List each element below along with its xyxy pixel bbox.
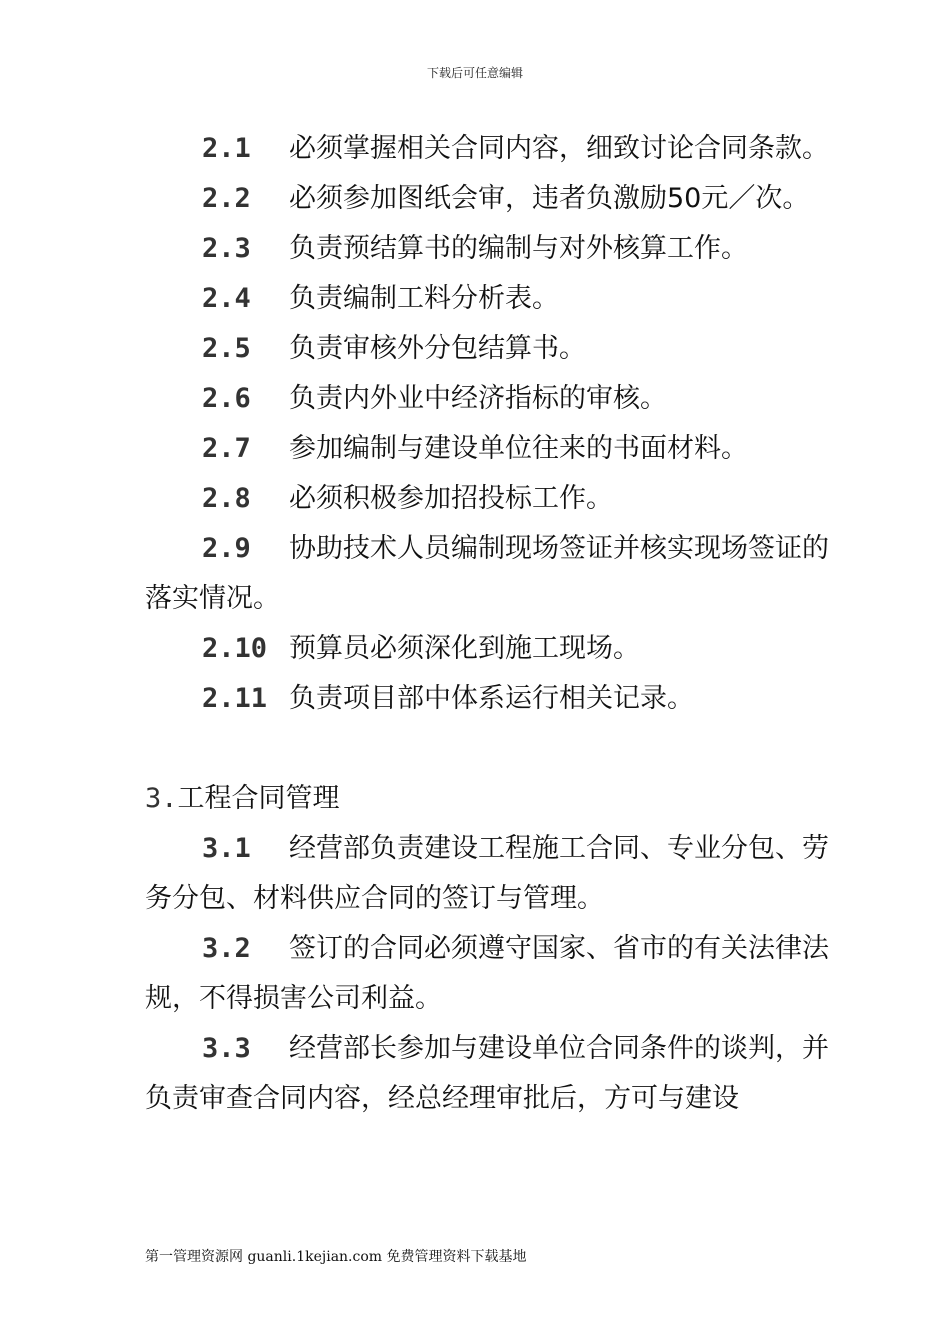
- clause-text: 负责预结算书的编制与对外核算工作。: [289, 233, 748, 264]
- clause-number: 2.10: [202, 633, 268, 664]
- section-3-heading: [145, 774, 835, 824]
- clause-text: 必须参加图纸会审，违者负激励50元／次。: [289, 183, 810, 214]
- clause-3-2: [145, 924, 835, 1024]
- clause-number: 2.6: [202, 383, 251, 414]
- page-header: 下载后可任意编辑: [426, 66, 523, 80]
- clause-text: 经营部负责建设工程施工合同、专业分包、劳务分包、材料供应合同的签订与管理。: [145, 833, 829, 914]
- clause-2-5: [145, 324, 835, 374]
- clause-number: 2.7: [202, 433, 251, 464]
- clause-2-8: [145, 474, 835, 524]
- clause-text: 必须积极参加招投标工作。: [289, 483, 613, 514]
- clause-number: 2.11: [202, 683, 268, 714]
- clause-number: 2.3: [202, 233, 251, 264]
- clause-text: 必须掌握相关合同内容，细致讨论合同条款。: [289, 133, 829, 164]
- clause-2-3: [145, 224, 835, 274]
- clause-3-3: [145, 1024, 835, 1124]
- clause-number: 2.5: [202, 333, 251, 364]
- clause-2-11: [145, 674, 835, 724]
- clause-text: 负责编制工料分析表。: [289, 283, 559, 314]
- document-body: [145, 124, 835, 1124]
- clause-2-4: [145, 274, 835, 324]
- section-spacer: [145, 724, 835, 774]
- clause-number: 2.8: [202, 483, 251, 514]
- clause-text: 负责审核外分包结算书。: [289, 333, 586, 364]
- clause-text: 预算员必须深化到施工现场。: [289, 633, 640, 664]
- clause-number: 2.4: [202, 283, 251, 314]
- clause-2-1: [145, 124, 835, 174]
- clause-2-10: [145, 624, 835, 674]
- clause-number: 3.1: [202, 833, 251, 864]
- clause-number: 3.3: [202, 1033, 251, 1064]
- clause-text: 经营部长参加与建设单位合同条件的谈判，并负责审查合同内容，经总经理审批后，方可与建设: [145, 1033, 829, 1114]
- page-footer: 第一管理资源网 guanli.1kejian.com 免费管理资料下载基地: [145, 1249, 527, 1265]
- clause-2-7: [145, 424, 835, 474]
- section-title: 工程合同管理: [177, 783, 340, 814]
- clause-number: 2.2: [202, 183, 251, 214]
- clause-text: 参加编制与建设单位往来的书面材料。: [289, 433, 748, 464]
- clause-number: 2.9: [202, 533, 251, 564]
- clause-number: 3.2: [202, 933, 251, 964]
- section-number: 3.: [145, 783, 178, 814]
- clause-text: 协助技术人员编制现场签证并核实现场签证的落实情况。: [145, 533, 829, 614]
- clause-3-1: [145, 824, 835, 924]
- clause-text: 负责内外业中经济指标的审核。: [289, 383, 667, 414]
- clause-2-6: [145, 374, 835, 424]
- clause-number: 2.1: [202, 133, 251, 164]
- clause-2-2: [145, 174, 835, 224]
- clause-text: 签订的合同必须遵守国家、省市的有关法律法规，不得损害公司利益。: [145, 933, 829, 1014]
- clause-2-9: [145, 524, 835, 624]
- clause-text: 负责项目部中体系运行相关记录。: [289, 683, 694, 714]
